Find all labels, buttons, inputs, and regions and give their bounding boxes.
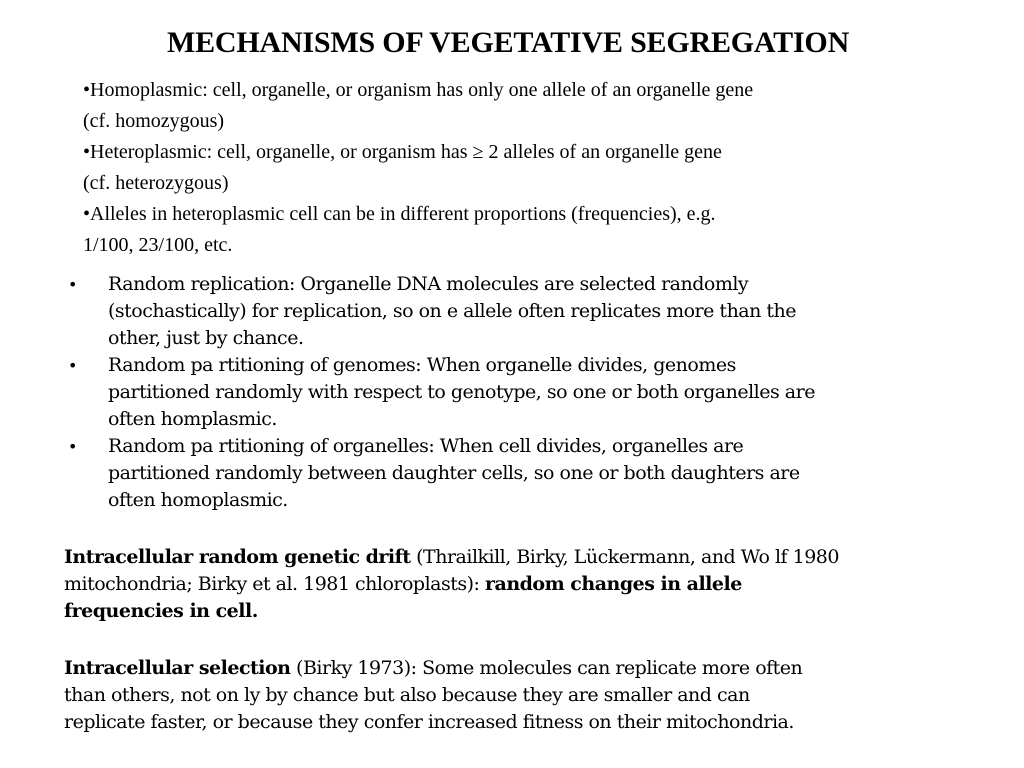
definition-proportions-line-2: 1/100, 23/100, etc. [83,234,233,256]
definition-heteroplasmic-line-2: (cf. heterozygous) [83,172,229,194]
drift-definition-cont: frequencies in cell. [64,600,258,622]
definition-homoplasmic-line-2: (cf. homozygous) [83,110,225,132]
drift-term: Intracellular random genetic drift [64,546,411,568]
mechanism-partitioning-organelles [64,433,994,514]
selection-paragraph [64,655,994,736]
mechanisms-list [64,271,994,514]
definition-homoplasmic-line-1: •Homoplasmic: cell, organelle, or organism has only one allele of an organelle gene [83,79,754,101]
mechanism-line: Random pa rtitioning of organelles: When cell divides, organelles are [108,435,744,457]
mechanism-line: partitioned randomly between daughter cells, so one or both daughters are [108,462,800,484]
bullet-icon: • [68,275,77,294]
drift-citation-cont: mitochondria; Birky et al. 1981 chloroplasts): [64,573,485,595]
definition-proportions-line-1: •Alleles in heteroplasmic cell can be in different proportions (frequencies), e.g. [83,203,716,225]
selection-term: Intracellular selection [64,657,291,679]
drift-line-2 [64,571,994,598]
selection-line-3: replicate faster, or because they confer increased fitness on their mitochondria. [64,711,794,733]
drift-paragraph [64,544,994,625]
bullet-icon: • [68,437,77,456]
selection-line-2: than others, not on ly by chance but also because they are smaller and can [64,684,750,706]
mechanism-line: often homplasmic. [108,408,277,430]
drift-definition: random changes in allele [485,573,742,595]
mechanism-line: other, just by chance. [108,327,304,349]
drift-line-1 [64,544,994,571]
slide-title: MECHANISMS OF VEGETATIVE SEGREGATION [166,26,850,59]
definitions-block [83,75,973,261]
bullet-icon: • [68,356,77,375]
mechanism-line: partitioned randomly with respect to genotype, so one or both organelles are [108,381,815,403]
selection-line-1 [64,655,994,682]
mechanism-random-replication [64,271,994,352]
mechanism-line: Random replication: Organelle DNA molecules are selected randomly [108,273,749,295]
mechanism-line: often homoplasmic. [108,489,288,511]
mechanism-line: (stochastically) for replication, so on e allele often replicates more than the [108,300,797,322]
selection-description: (Birky 1973): Some molecules can replicate more often [290,657,803,679]
mechanism-line: Random pa rtitioning of genomes: When organelle divides, genomes [108,354,736,376]
definition-heteroplasmic-line-1: •Heteroplasmic: cell, organelle, or organism has ≥ 2 alleles of an organelle gene [83,141,722,163]
drift-citation: (Thrailkill, Birky, Lückermann, and Wo lf 1980 [410,546,839,568]
mechanism-partitioning-genomes [64,352,994,433]
